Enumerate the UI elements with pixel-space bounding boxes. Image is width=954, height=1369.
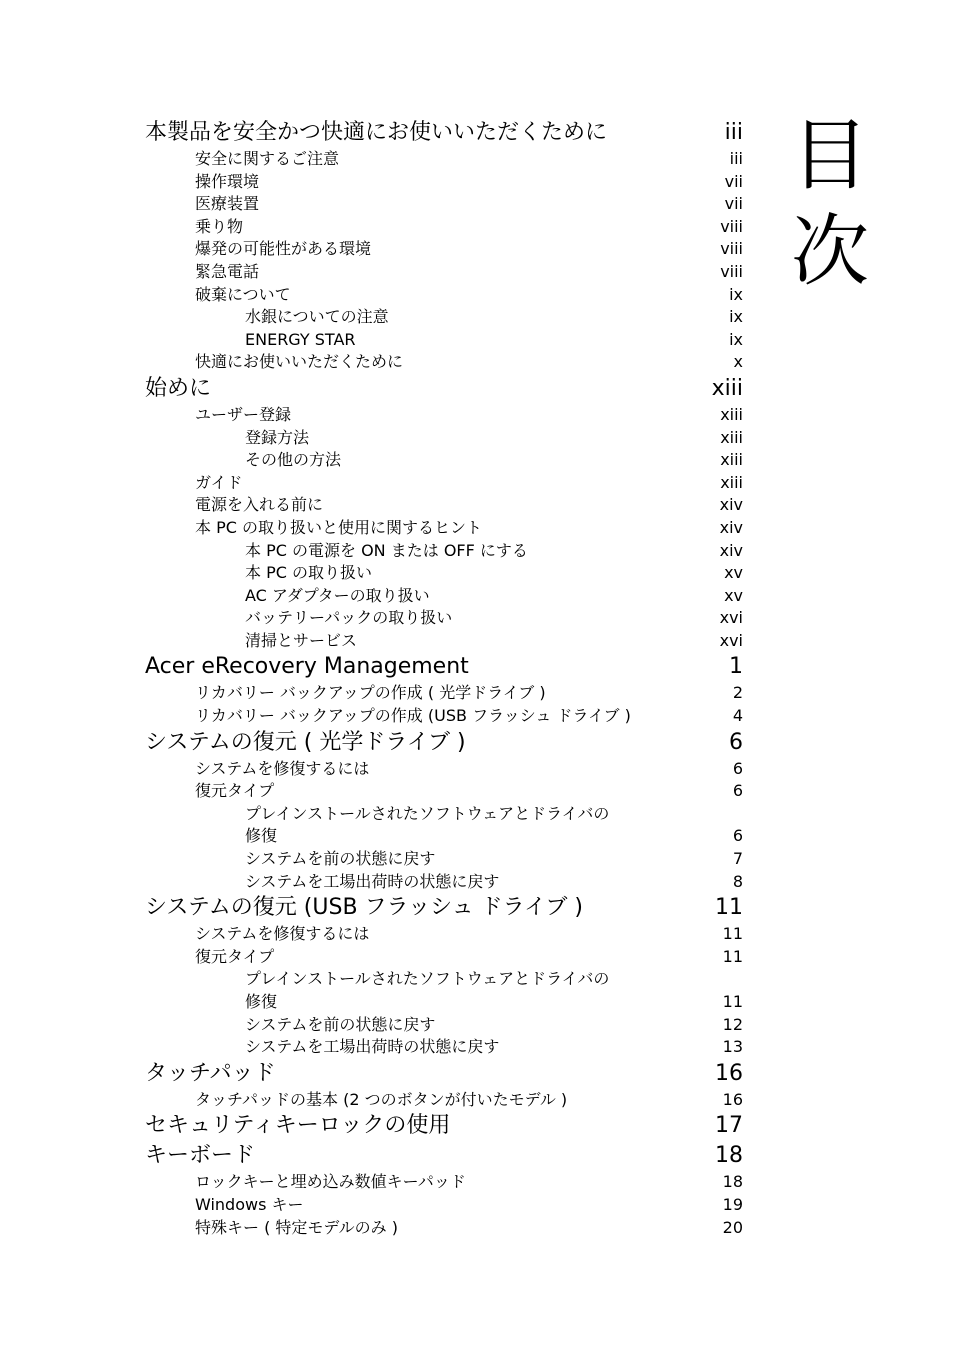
toc-entry-level-3[interactable] bbox=[145, 306, 743, 329]
toc-entry-page: xiv bbox=[719, 540, 743, 560]
toc-entry-level-2[interactable] bbox=[145, 682, 743, 705]
toc-entry-page: ix bbox=[729, 284, 743, 304]
toc-entry-title: 特殊キー ( 特定モデルのみ ) bbox=[195, 1217, 398, 1237]
toc-entry-page: vii bbox=[724, 194, 743, 214]
toc-entry-level-2[interactable] bbox=[145, 758, 743, 781]
toc-entry-level-2[interactable] bbox=[145, 1194, 743, 1217]
toc-entry-page: xvi bbox=[719, 630, 743, 650]
page-heading-char-1: 目 bbox=[790, 111, 869, 201]
toc-entry-title: プレインストールされたソフトウェアとドライバの bbox=[245, 803, 610, 823]
toc-entry-title: リカバリー バックアップの作成 ( 光学ドライブ ) bbox=[195, 683, 546, 703]
toc-entry-title: システムの復元 (USB フラッシュ ドライブ ) bbox=[145, 895, 583, 921]
toc-entry-title: 登録方法 bbox=[245, 427, 310, 447]
toc-entry-title: バッテリーパックの取り扱い bbox=[245, 608, 453, 628]
toc-entry-level-2[interactable] bbox=[145, 1217, 743, 1240]
toc-entry-title: タッチパッドの基本 (2 つのボタンが付いたモデル ) bbox=[195, 1089, 568, 1109]
toc-entry-level-3[interactable] bbox=[145, 968, 743, 991]
toc-entry-title: 修復 bbox=[245, 826, 278, 846]
page-heading-char-2: 次 bbox=[790, 207, 869, 297]
toc-entry-level-2[interactable] bbox=[145, 472, 743, 495]
toc-entry-page: 17 bbox=[715, 1113, 743, 1139]
toc-entry-title: 修復 bbox=[245, 992, 278, 1011]
toc-entry-level-2[interactable] bbox=[145, 171, 743, 194]
toc-entry-page: xiii bbox=[720, 427, 743, 447]
table-of-contents bbox=[145, 118, 743, 1239]
toc-entry-title: 本 PC の取り扱いと使用に関するヒント bbox=[195, 517, 482, 537]
toc-entry-title: その他の方法 bbox=[245, 450, 342, 470]
toc-entry-title: AC アダプターの取り扱い bbox=[245, 585, 430, 605]
toc-entry-page: viii bbox=[720, 216, 743, 236]
toc-entry-page: 16 bbox=[715, 1060, 743, 1086]
toc-entry-page: 6 bbox=[732, 826, 743, 846]
toc-entry-page: xiv bbox=[719, 517, 743, 537]
toc-entry-page: 16 bbox=[722, 1089, 743, 1109]
toc-entry-title: 本 PC の電源を ON または OFF にする bbox=[245, 540, 528, 560]
toc-entry-title: システムを前の状態に戻す bbox=[245, 1014, 436, 1034]
toc-entry-title: 本製品を安全かつ快適にお使いいただくために bbox=[145, 120, 608, 145]
toc-entry-title: 安全に関するご注意 bbox=[195, 149, 340, 168]
toc-entry-title: システムを工場出荷時の状態に戻す bbox=[245, 1037, 500, 1057]
toc-entry-title: システムを工場出荷時の状態に戻す bbox=[245, 871, 500, 891]
toc-entry-page: 6 bbox=[729, 729, 743, 755]
toc-entry-title: 快適にお使いいただくために bbox=[195, 352, 404, 372]
toc-entry-level-3[interactable] bbox=[145, 848, 743, 871]
toc-entry-title: タッチパッド bbox=[145, 1060, 276, 1086]
toc-entry-level-2[interactable] bbox=[145, 238, 743, 261]
toc-entry-level-3[interactable] bbox=[145, 607, 743, 630]
toc-entry-level-3[interactable] bbox=[145, 630, 743, 653]
toc-entry-page: 8 bbox=[732, 871, 743, 891]
toc-entry-level-2[interactable] bbox=[145, 404, 743, 427]
toc-entry-level-1[interactable] bbox=[145, 1141, 743, 1171]
toc-entry-page: 6 bbox=[732, 758, 743, 778]
toc-entry-level-3[interactable] bbox=[145, 585, 743, 608]
toc-entry-level-3[interactable] bbox=[145, 449, 743, 472]
toc-entry-level-1[interactable] bbox=[145, 118, 743, 148]
toc-entry-page: 18 bbox=[715, 1143, 743, 1169]
toc-entry-page: viii bbox=[720, 239, 743, 259]
toc-entry-level-2[interactable] bbox=[145, 780, 743, 803]
toc-entry-title: 医療装置 bbox=[195, 194, 260, 214]
toc-entry-page: 11 bbox=[722, 924, 743, 944]
toc-entry-level-1[interactable] bbox=[145, 893, 743, 923]
toc-entry-level-2[interactable] bbox=[145, 284, 743, 307]
toc-entry-title: ガイド bbox=[195, 472, 243, 492]
toc-entry-level-3[interactable] bbox=[145, 871, 743, 894]
toc-entry-level-3[interactable] bbox=[145, 562, 743, 585]
toc-entry-level-1[interactable] bbox=[145, 728, 743, 758]
toc-entry-title: ENERGY STAR bbox=[245, 329, 356, 349]
toc-entry-page: 19 bbox=[722, 1194, 743, 1214]
toc-entry-title: キーボード bbox=[145, 1143, 256, 1169]
toc-entry-level-2[interactable] bbox=[145, 261, 743, 284]
toc-entry-level-2[interactable] bbox=[145, 1171, 743, 1194]
toc-entry-page: 12 bbox=[722, 1014, 743, 1034]
toc-entry-page: vii bbox=[724, 171, 743, 191]
toc-entry-title: セキュリティキーロックの使用 bbox=[145, 1113, 451, 1139]
toc-entry-title: システムを前の状態に戻す bbox=[245, 849, 436, 869]
toc-entry-level-2[interactable] bbox=[145, 517, 743, 540]
toc-entry-page: xv bbox=[724, 563, 743, 583]
toc-entry-title: 始めに bbox=[145, 375, 212, 401]
toc-entry-title: プレインストールされたソフトウェアとドライバの bbox=[245, 969, 610, 989]
toc-entry-title: 破棄について bbox=[195, 284, 291, 304]
toc-entry-level-3[interactable] bbox=[145, 329, 743, 352]
toc-entry-page: x bbox=[733, 352, 743, 372]
toc-entry-page: xv bbox=[724, 585, 743, 605]
toc-entry-title: 清掃とサービス bbox=[245, 630, 358, 650]
toc-entry-level-3[interactable] bbox=[145, 1036, 743, 1059]
toc-entry-title: 水銀についての注意 bbox=[245, 307, 389, 327]
toc-entry-level-3[interactable] bbox=[145, 427, 743, 450]
toc-entry-page: viii bbox=[720, 261, 743, 281]
toc-entry-page: 11 bbox=[722, 992, 743, 1011]
toc-entry-level-2[interactable] bbox=[145, 216, 743, 239]
toc-entry-page: 11 bbox=[715, 895, 743, 921]
toc-entry-title: 緊急電話 bbox=[195, 261, 260, 281]
toc-entry-page: ix bbox=[729, 307, 743, 327]
toc-entry-title: Acer eRecovery Management bbox=[145, 654, 469, 680]
toc-entry-title: 操作環境 bbox=[195, 171, 260, 191]
page-heading bbox=[790, 108, 870, 300]
toc-entry-page: ix bbox=[729, 329, 743, 349]
toc-entry-level-3[interactable] bbox=[145, 825, 743, 848]
toc-entry-page: 6 bbox=[732, 781, 743, 801]
toc-entry-title: ロックキーと埋め込み数値キーパッド bbox=[195, 1172, 466, 1192]
toc-entry-title: リカバリー バックアップの作成 (USB フラッシュ ドライブ ) bbox=[195, 706, 631, 726]
toc-entry-title: ユーザー登録 bbox=[195, 404, 292, 424]
toc-entry-level-2[interactable] bbox=[145, 946, 743, 969]
toc-entry-level-2[interactable] bbox=[145, 494, 743, 517]
toc-entry-level-3[interactable] bbox=[145, 991, 743, 1014]
toc-entry-title: システムを修復するには bbox=[195, 758, 370, 778]
toc-entry-page: xiii bbox=[720, 404, 743, 424]
toc-entry-level-3[interactable] bbox=[145, 1014, 743, 1037]
toc-entry-page: xiii bbox=[711, 375, 743, 401]
toc-entry-title: Windows キー bbox=[195, 1194, 304, 1214]
toc-entry-level-1[interactable] bbox=[145, 1059, 743, 1089]
toc-entry-page: 4 bbox=[732, 706, 743, 726]
toc-entry-title: 乗り物 bbox=[195, 216, 244, 236]
toc-entry-page: iii bbox=[724, 120, 743, 145]
toc-entry-page: iii bbox=[729, 149, 743, 168]
toc-entry-page: xiii bbox=[720, 472, 743, 492]
toc-entry-page: 7 bbox=[732, 849, 743, 869]
toc-entry-title: 復元タイプ bbox=[195, 781, 275, 801]
toc-entry-level-2[interactable] bbox=[145, 923, 743, 946]
toc-entry-level-2[interactable] bbox=[145, 705, 743, 728]
toc-entry-page: 20 bbox=[722, 1217, 743, 1237]
toc-entry-page: xvi bbox=[719, 608, 743, 628]
toc-entry-title: システムの復元 ( 光学ドライブ ) bbox=[145, 729, 466, 755]
toc-entry-level-3[interactable] bbox=[145, 803, 743, 826]
toc-entry-page: 18 bbox=[722, 1172, 743, 1192]
toc-entry-page: 2 bbox=[732, 683, 743, 703]
toc-entry-level-1[interactable] bbox=[145, 652, 743, 682]
toc-entry-title: 復元タイプ bbox=[195, 946, 275, 966]
toc-entry-level-1[interactable] bbox=[145, 1111, 743, 1141]
toc-entry-title: 本 PC の取り扱い bbox=[245, 563, 372, 583]
toc-entry-page: 1 bbox=[729, 654, 743, 680]
toc-entry-title: 爆発の可能性がある環境 bbox=[195, 239, 372, 259]
toc-entry-level-2[interactable] bbox=[145, 148, 743, 171]
toc-entry-page: xiv bbox=[719, 495, 743, 515]
toc-entry-level-2[interactable] bbox=[145, 193, 743, 216]
toc-entry-level-2[interactable] bbox=[145, 351, 743, 374]
toc-entry-page: xiii bbox=[720, 450, 743, 470]
toc-entry-level-3[interactable] bbox=[145, 540, 743, 563]
toc-entry-title: システムを修復するには bbox=[195, 924, 370, 944]
toc-entry-title: 電源を入れる前に bbox=[195, 495, 324, 515]
toc-entry-page: 13 bbox=[722, 1037, 743, 1057]
toc-entry-level-2[interactable] bbox=[145, 1089, 743, 1112]
toc-entry-level-1[interactable] bbox=[145, 374, 743, 404]
toc-entry-page: 11 bbox=[722, 946, 743, 966]
